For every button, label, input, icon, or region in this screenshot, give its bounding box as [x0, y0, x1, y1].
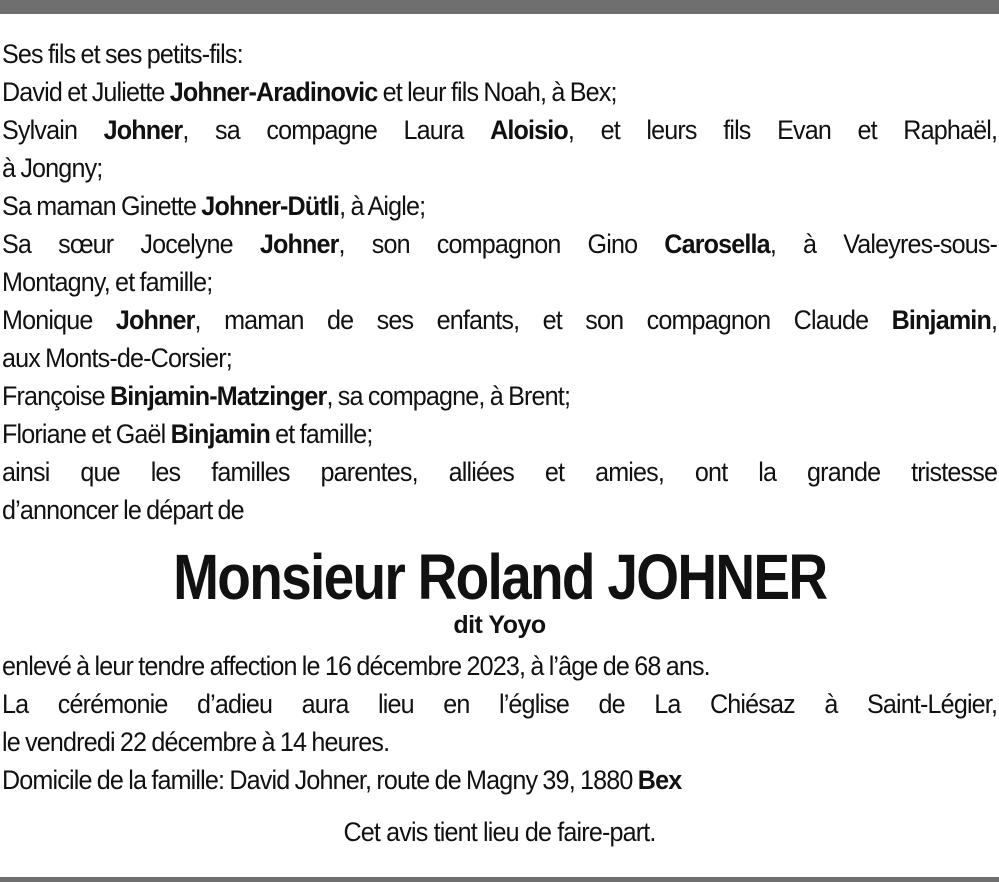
text: Sa sœur Jocelyne: [2, 229, 260, 259]
family-name: Johner: [115, 305, 195, 335]
family-name: Johner-Dütli: [201, 191, 340, 221]
family-name: Aloisio: [490, 115, 568, 145]
text-line: d’annoncer le départ de: [2, 495, 244, 525]
family-name: Binjamin: [891, 305, 991, 335]
text: aux Monts-de-Corsier;: [2, 343, 232, 373]
text: et famille;: [269, 419, 373, 449]
text: , maman de ses enfants, et son compagnon Claude: [194, 305, 892, 335]
text: Sylvain: [2, 115, 104, 145]
family-name: Johner: [259, 229, 339, 259]
text: Montagny, et famille;: [2, 267, 213, 297]
text-line: [2, 225, 997, 263]
family-name: Johner: [103, 115, 183, 145]
place-name: Bex: [637, 765, 682, 795]
text-line: [2, 73, 997, 111]
text: , sa compagne Laura: [182, 115, 491, 145]
text-line: enlevé à leur tendre affection le 16 décembre 2023, à l’âge de 68 ans.: [2, 651, 710, 681]
text-line: [2, 339, 997, 377]
text-line: [2, 761, 997, 799]
text: ,: [990, 305, 998, 335]
details-paragraph: [2, 647, 997, 799]
text-line: [2, 111, 997, 149]
text-line: [2, 35, 997, 73]
text: , à Valeyres-sous-: [769, 229, 998, 259]
text: , à Aigle;: [339, 191, 426, 221]
text-line: [2, 301, 997, 339]
text: Sa maman Ginette: [2, 191, 202, 221]
deceased-nickname: dit Yoyo: [453, 611, 546, 639]
text: , sa compagne, à Brent;: [326, 381, 571, 411]
text-line: [2, 263, 997, 301]
text: Françoise: [2, 381, 110, 411]
text: Monique: [2, 305, 116, 335]
family-name: Johner-Aradinovic: [169, 77, 378, 107]
text: et leur fils Noah, à Bex;: [377, 77, 617, 107]
family-name: Binjamin: [170, 419, 270, 449]
bottom-rule: [0, 877, 999, 882]
text: Floriane et Gaël: [2, 419, 171, 449]
text-line: le vendredi 22 décembre à 14 heures.: [2, 727, 390, 757]
text-line: ainsi que les familles parentes, alliées et amies, ont la grande tristesse: [2, 457, 998, 487]
text: David et Juliette: [2, 77, 170, 107]
text-line: La cérémonie d’adieu aura lieu en l’église de La Chiésaz à Saint-Légier,: [2, 689, 998, 719]
family-paragraph: [2, 35, 997, 529]
family-name: Binjamin-Matzinger: [109, 381, 327, 411]
family-name: Carosella: [664, 229, 770, 259]
closing-note: Cet avis tient lieu de faire-part.: [343, 817, 656, 847]
text: Ses fils et ses petits-fils:: [2, 39, 243, 69]
text-line: [2, 187, 997, 225]
text-line: [2, 149, 997, 187]
text: , et leurs fils Evan et Raphaël,: [567, 115, 998, 145]
obituary-notice: [2, 35, 997, 851]
deceased-name: Monsieur Roland JOHNER: [172, 541, 827, 613]
text: , son compagnon Gino: [338, 229, 665, 259]
deceased-name-block: [2, 543, 997, 639]
text: à Jongny;: [2, 153, 103, 183]
text: Domicile de la famille: David Johner, route de Magny 39, 1880: [2, 765, 638, 795]
top-rule: [0, 0, 999, 14]
text-line: [2, 415, 997, 453]
text-line: [2, 377, 997, 415]
